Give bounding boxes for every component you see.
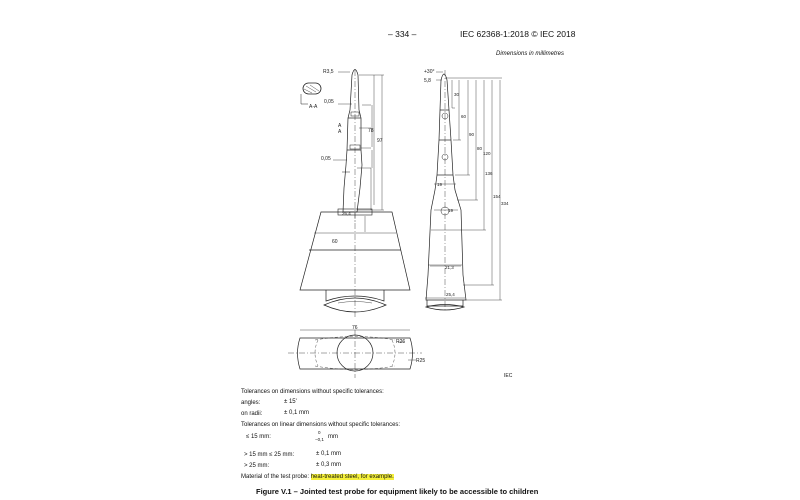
- r26-label: R26: [396, 339, 406, 345]
- section-mark-a-right: A: [338, 129, 342, 135]
- range2-value: ± 0,1 mm: [316, 451, 341, 457]
- angles-label: angles:: [241, 400, 261, 406]
- iec-mark: IEC: [504, 373, 513, 379]
- dim-19-upper: 19: [437, 182, 443, 187]
- range3-value: ± 0,3 mm: [316, 462, 341, 468]
- standard-reference: IEC 62368-1:2018 © IEC 2018: [460, 29, 576, 39]
- dim-60-right: 60: [461, 114, 467, 119]
- dim-58: 5,8: [424, 78, 431, 84]
- radii-value: ± 0,1 mm: [284, 410, 309, 416]
- dim-154: 154: [493, 194, 501, 199]
- dim-80: 80: [477, 146, 483, 151]
- guard-plan-view: [288, 330, 422, 378]
- finger-left-view: [333, 70, 371, 223]
- radii-label: on radii:: [241, 411, 263, 417]
- figure-caption: Figure V.1 – Jointed test probe for equipment likely to be accessible to children: [256, 487, 539, 496]
- tolerances-title: Tolerances on dimensions without specific tolerances:: [241, 389, 384, 395]
- material-line: [241, 473, 394, 481]
- range3-label: > 25 mm:: [244, 463, 270, 469]
- section-label: A-A: [309, 104, 318, 110]
- dimensions-note: Dimensions in millimetres: [495, 51, 564, 57]
- dim-254: 25,4: [446, 292, 455, 297]
- section-mark-a-left: A: [338, 123, 342, 129]
- page-number: – 334 –: [388, 29, 417, 39]
- dim-76: 76: [352, 325, 358, 331]
- dim-213: 21,3: [445, 265, 454, 270]
- dim-97: 97: [377, 138, 383, 144]
- dim-334: 334: [501, 201, 509, 206]
- range1-label: ≤ 15 mm:: [246, 434, 271, 440]
- dim-005-upper: 0,05: [324, 99, 334, 105]
- r25-label: R25: [416, 358, 426, 364]
- dim-136: 136: [485, 171, 493, 176]
- range1-lower: −0,1: [315, 437, 324, 442]
- linear-title: Tolerances on linear dimensions without specific tolerances:: [241, 422, 401, 428]
- dim-90: 90: [469, 132, 475, 137]
- dim-30: 30: [454, 92, 460, 97]
- material-label: Material of the test probe:: [241, 474, 310, 480]
- angles-value: ± 15': [284, 399, 297, 405]
- finger-right-view: [426, 70, 466, 312]
- dim-264: 26,4: [342, 211, 351, 216]
- r35-label: R3,5: [323, 69, 334, 75]
- material-value: heat-treated steel, for example.: [310, 474, 394, 480]
- dim-120: 120: [483, 151, 491, 156]
- range1-unit: mm: [328, 434, 338, 440]
- dim-005-lower: 0,05: [321, 156, 331, 162]
- dim-60: 60: [332, 239, 338, 245]
- dim-78: 78: [368, 128, 374, 134]
- range2-label: > 15 mm ≤ 25 mm:: [244, 452, 295, 458]
- angle-30: +30°: [424, 69, 435, 75]
- range1-upper: 0: [318, 430, 321, 435]
- dim-19-lower: 19: [448, 208, 454, 213]
